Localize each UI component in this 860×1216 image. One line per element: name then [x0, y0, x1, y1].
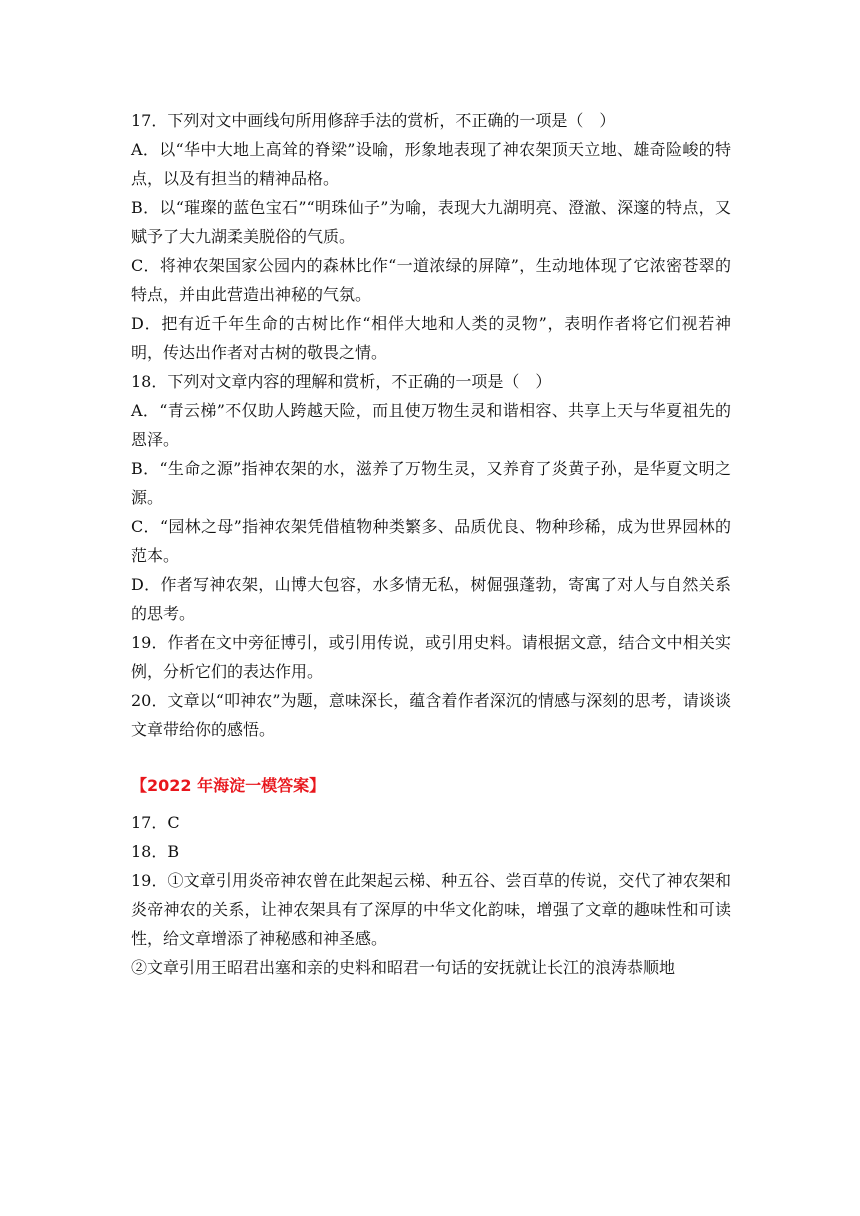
answer-18: 18．B [131, 842, 180, 861]
answer-19-part-2: ②文章引用王昭君出塞和亲的史料和昭君一句话的安抚就让长江的浪涛恭顺地 [131, 958, 676, 977]
question-17-stem: 17．下列对文中画线句所用修辞手法的赏析，不正确的一项是（ ） [131, 111, 616, 130]
document-content [131, 106, 731, 982]
section-gap [131, 744, 731, 771]
question-18-option-a: A．“青云梯”不仅助人跨越天险，而且使万物生灵和谐相容、共享上天与华夏祖先的恩泽。 [131, 401, 731, 449]
question-19: 19．作者在文中旁征博引，或引用传说，或引用史料。请根据文意，结合文中相关实例，分析它们的表达作用。 [131, 633, 731, 681]
question-17-option-a: A．以“华中大地上高耸的脊梁”设喻，形象地表现了神农架顶天立地、雄奇险峻的特点，以及有担当的精神品格。 [131, 140, 731, 188]
question-18-option-d: D．作者写神农架，山博大包容，水多情无私，树倔强蓬勃，寄寓了对人与自然关系的思考。 [131, 575, 731, 623]
question-18-stem: 18．下列对文章内容的理解和赏析，不正确的一项是（ ） [131, 372, 552, 391]
answers-heading: 【2022 年海淀一模答案】 [131, 776, 326, 795]
answer-17: 17．C [131, 813, 180, 832]
question-18-option-c: C．“园林之母”指神农架凭借植物种类繁多、品质优良、物种珍稀，成为世界园林的范本。 [131, 517, 731, 565]
question-20: 20．文章以“叩神农”为题，意味深长，蕴含着作者深沉的情感与深刻的思考，请谈谈文章带给你的感悟。 [131, 691, 731, 739]
question-17-option-d: D．把有近千年生命的古树比作“相伴大地和人类的灵物”，表明作者将它们视若神明，传达出作者对古树的敬畏之情。 [131, 314, 731, 362]
answer-19-part-1: 19．①文章引用炎帝神农曾在此架起云梯、种五谷、尝百草的传说，交代了神农架和炎帝神农的关系，让神农架具有了深厚的中华文化韵味，增强了文章的趣味性和可读性，给文章增添了神秘感和神圣感。 [131, 871, 731, 948]
question-17-option-c: C．将神农架国家公园内的森林比作“一道浓绿的屏障”，生动地体现了它浓密苍翠的特点，并由此营造出神秘的气氛。 [131, 256, 731, 304]
question-17-option-b: B．以“璀璨的蓝色宝石”“明珠仙子”为喻，表现大九湖明亮、澄澈、深邃的特点，又赋予了大九湖柔美脱俗的气质。 [131, 198, 731, 246]
question-18-option-b: B．“生命之源”指神农架的水，滋养了万物生灵，又养育了炎黄子孙，是华夏文明之源。 [131, 459, 731, 507]
